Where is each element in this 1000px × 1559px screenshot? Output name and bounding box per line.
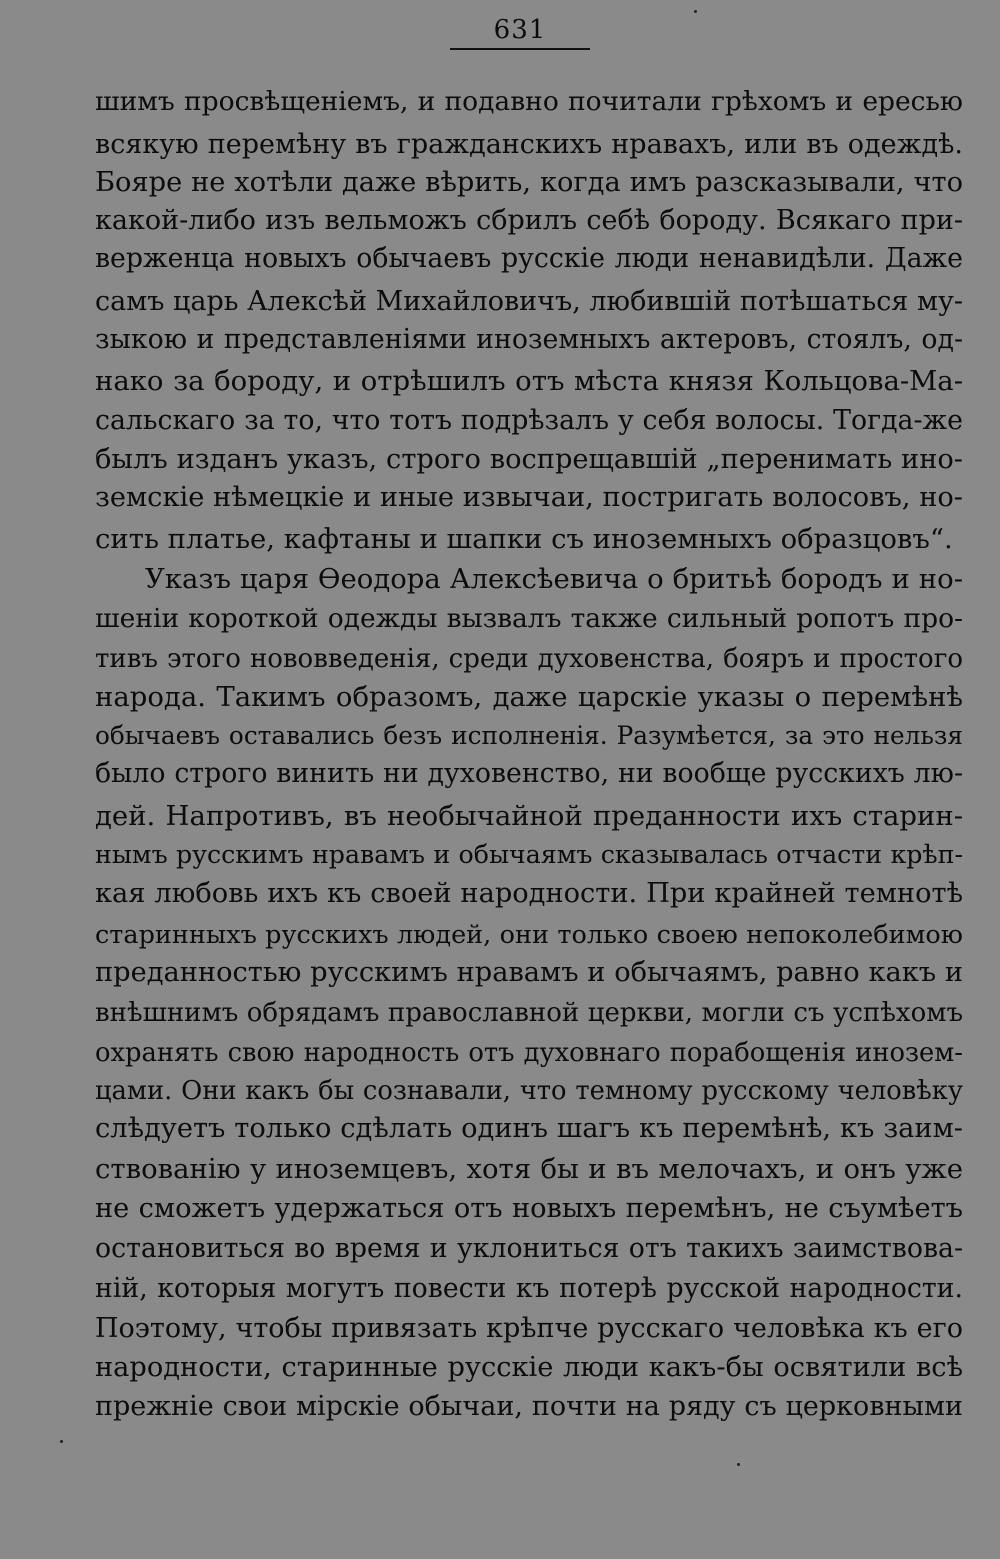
text-line: сить платье, кафтаны и шапки съ иноземныхъ образцовъ“. <box>95 523 953 555</box>
page-number-block <box>450 14 590 46</box>
text-line: обычаевъ оставались безъ исполненія. Разумѣется, за это нельзя <box>95 721 963 750</box>
scan-speck <box>737 1463 740 1466</box>
scan-speck <box>694 10 697 13</box>
text-line: верженца новыхъ обычаевъ русскіе люди ненавидѣли. Даже <box>95 243 963 274</box>
text-line: народности, старинные русскіе люди какъ-бы освятили всѣ <box>95 1352 963 1383</box>
text-line: не сможетъ удержаться отъ новыхъ перемѣнъ, не съумѣетъ <box>95 1193 963 1224</box>
text-line: зыкою и представленіями иноземныхъ актеровъ, стоялъ, од- <box>95 324 963 355</box>
text-line: цами. Они какъ бы сознавали, что темному русскому человѣку <box>95 1076 963 1106</box>
text-line: прежніе свои мірскіе обычаи, почти на ряду съ церковными <box>95 1391 963 1422</box>
text-line: Поэтому, чтобы привязать крѣпче русскаго человѣка къ его <box>95 1313 963 1344</box>
text-line: внѣшнимъ обрядамъ православной церкви, могли съ успѣхомъ <box>95 998 963 1028</box>
text-line: было строго винить ни духовенство, ни вообще русскихъ лю- <box>95 758 963 789</box>
text-line: народа. Такимъ образомъ, даже царскіе указы о перемѣнѣ <box>95 681 963 713</box>
text-line: старинныхъ русскихъ людей, они только своею непоколебимою <box>95 920 963 950</box>
text-line: дей. Напротивъ, въ необычайной преданности ихъ старин- <box>95 800 963 832</box>
text-line: земскіе нѣмецкіе и иные извычаи, постригать волосовъ, но- <box>95 482 963 513</box>
text-line: шеніи короткой одежды вызвалъ также сильный ропотъ про- <box>95 603 963 634</box>
text-line: нымъ русскимъ нравамъ и обычаямъ сказывалась отчасти крѣп- <box>95 840 963 869</box>
page-number: 631 <box>493 15 547 45</box>
text-line: былъ изданъ указъ, строго воспрещавшій „перенимать ино- <box>95 444 963 475</box>
text-line: какой-либо изъ вельможъ сбрилъ себѣ бороду. Всякаго при- <box>95 205 963 236</box>
text-line: охранять свою народность отъ духовнаго порабощенія инозем- <box>95 1038 963 1068</box>
scan-speck <box>60 1440 63 1443</box>
text-line: нако за бороду, и отрѣшилъ отъ мѣста князя Кольцова-Ма- <box>95 365 963 397</box>
text-line: остановиться во время и уклониться отъ такихъ заимствова- <box>95 1233 963 1264</box>
text-line: всякую перемѣну въ гражданскихъ нравахъ, или въ одеждѣ. <box>95 129 963 160</box>
text-line: слѣдуетъ только сдѣлать одинъ шагъ къ перемѣнѣ, къ заим- <box>95 1113 963 1144</box>
page-number-rule <box>450 48 590 50</box>
text-line: ствованію у иноземцевъ, хотя бы и въ мелочахъ, и онъ уже <box>95 1153 963 1185</box>
text-line: сальскаго за то, что тотъ подрѣзалъ у себя волосы. Тогда-же <box>95 405 963 436</box>
text-line: Бояре не хотѣли даже вѣрить, когда имъ разсказывали, что <box>95 167 963 198</box>
text-line: тивъ этого нововведенія, среди духовенства, бояръ и простого <box>95 644 963 674</box>
text-line: самъ царь Алексѣй Михайловичъ, любившій потѣшаться му- <box>95 286 963 317</box>
text-line: ній, которыя могутъ повести къ потерѣ русской народности. <box>95 1273 963 1304</box>
text-line: кая любовь ихъ къ своей народности. При крайней темнотѣ <box>95 878 963 909</box>
text-line: Указъ царя Ѳеодора Алексѣевича о бритьѣ бородъ и но- <box>145 563 963 595</box>
text-line: преданностью русскимъ нравамъ и обычаямъ, равно какъ и <box>95 957 963 988</box>
text-line: шимъ просвѣщеніемъ, и подавно почитали грѣхомъ и ересью <box>95 86 963 117</box>
